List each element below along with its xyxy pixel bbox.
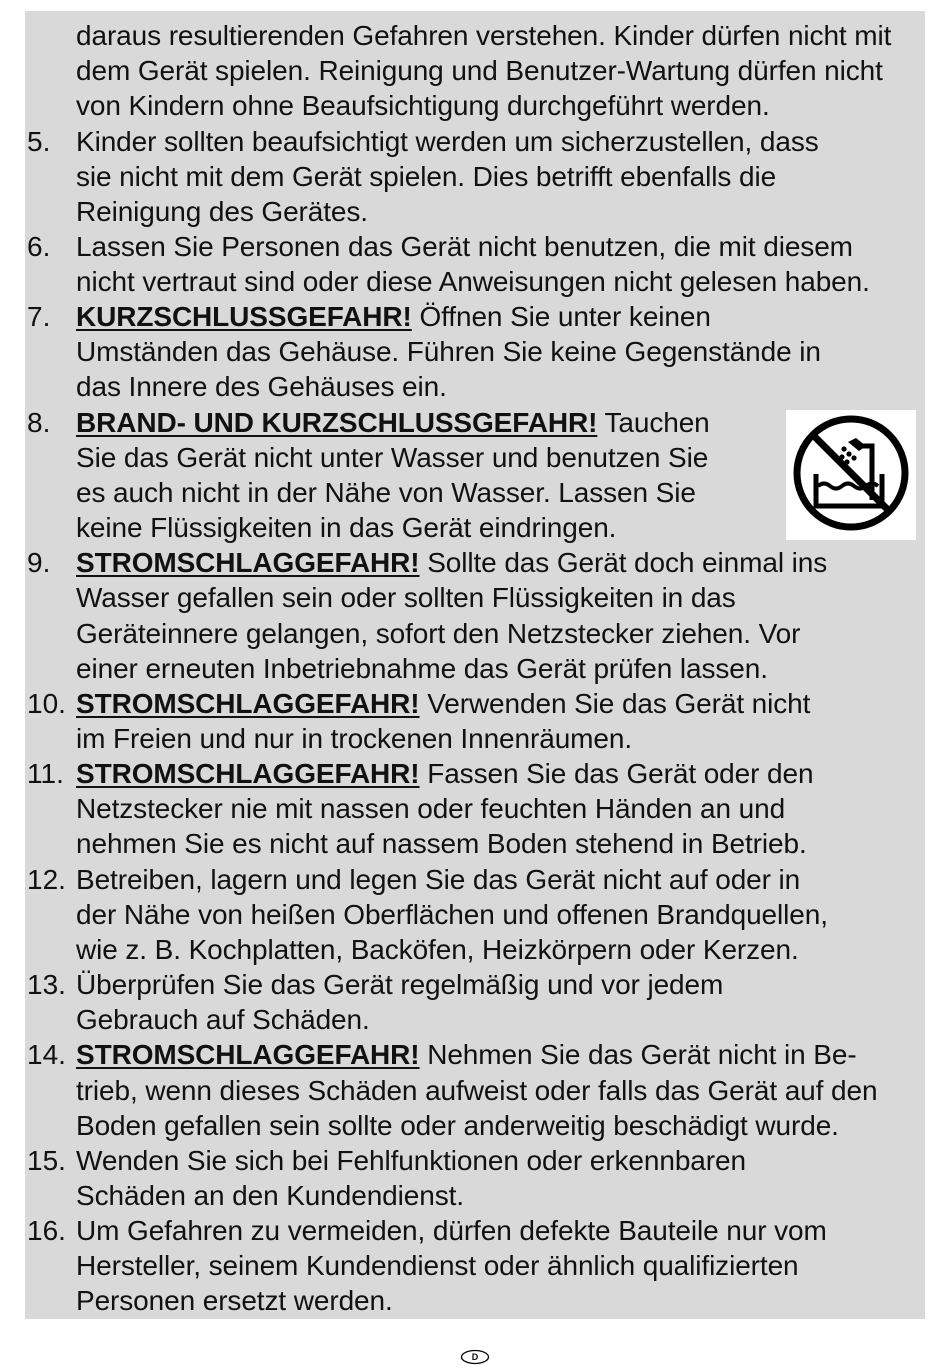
item-text-line: Gebrauch auf Schäden. — [76, 1004, 370, 1035]
warning-label: STROMSCHLAGGEFAHR! — [76, 547, 420, 578]
item-number: 14. — [27, 1039, 66, 1070]
item-first-line — [76, 756, 813, 791]
item-text: Tauchen — [597, 407, 710, 438]
item-first-line — [76, 405, 710, 440]
item-first-line — [76, 545, 827, 580]
warning-label: STROMSCHLAGGEFAHR! — [76, 758, 420, 789]
item-text: Fassen Sie das Gerät oder den — [419, 758, 814, 789]
item-text-line: Lassen Sie Personen das Gerät nicht benutzen, die mit diesem — [76, 231, 853, 262]
item-text-line: Wasser gefallen sein oder sollten Flüssigkeiten in das — [76, 582, 736, 613]
item-number: 10. — [27, 688, 66, 719]
item-text-line: Kinder sollten beaufsichtigt werden um sicherzustellen, dass — [76, 126, 819, 157]
page-country-mark — [460, 1349, 490, 1365]
item-text-line: Geräteinnere gelangen, sofort den Netzstecker ziehen. Vor — [76, 618, 801, 649]
continued-text-line: von Kindern ohne Beaufsichtigung durchgeführt werden. — [76, 90, 770, 121]
item-text-line: es auch nicht in der Nähe von Wasser. Lassen Sie — [76, 477, 696, 508]
item-number: 11. — [27, 758, 64, 789]
item-text-line: Schäden an den Kundendienst. — [76, 1180, 464, 1211]
item-text-line: im Freien und nur in trockenen Innenräumen. — [76, 723, 633, 754]
item-text-line: Netzstecker nie mit nassen oder feuchten Händen an und — [76, 793, 786, 824]
warning-label: STROMSCHLAGGEFAHR! — [76, 688, 420, 719]
item-text-line: Betreiben, lagern und legen Sie das Gerät nicht auf oder in — [76, 864, 801, 895]
item-text-line: Wenden Sie sich bei Fehlfunktionen oder erkennbaren — [76, 1145, 746, 1176]
item-text-line: Reinigung des Gerätes. — [76, 196, 368, 227]
item-number: 6. — [27, 231, 51, 262]
item-first-line — [76, 299, 711, 334]
item-text-line: der Nähe von heißen Oberflächen und offenen Brandquellen, — [76, 899, 828, 930]
item-text: Verwenden Sie das Gerät nicht — [419, 688, 811, 719]
item-text-line: sie nicht mit dem Gerät spielen. Dies betrifft ebenfalls die — [76, 161, 777, 192]
item-number: 16. — [27, 1215, 66, 1246]
item-text-line: Umständen das Gehäuse. Führen Sie keine Gegenstände in — [76, 336, 821, 367]
item-text: Öffnen Sie unter keinen — [411, 301, 711, 332]
item-number: 7. — [27, 301, 51, 332]
warning-label: BRAND- UND KURZSCHLUSSGEFAHR! — [76, 407, 598, 438]
page-country-code: D — [471, 1352, 479, 1362]
continued-text-line: daraus resultierenden Gefahren verstehen. Kinder dürfen nicht mit — [76, 20, 892, 51]
item-text-line: Sie das Gerät nicht unter Wasser und benutzen Sie — [76, 442, 709, 473]
item-number: 5. — [27, 126, 51, 157]
item-text-line: Boden gefallen sein sollte oder anderweitig beschädigt wurde. — [76, 1110, 839, 1141]
item-text-line: das Innere des Gehäuses ein. — [76, 371, 447, 402]
warning-label: STROMSCHLAGGEFAHR! — [76, 1039, 420, 1070]
item-number: 15. — [27, 1145, 66, 1176]
item-number: 12. — [27, 864, 66, 895]
item-text-line: Überprüfen Sie das Gerät regelmäßig und vor jedem — [76, 969, 724, 1000]
item-number: 9. — [27, 547, 51, 578]
item-number: 8. — [27, 407, 51, 438]
item-text-line: nicht vertraut sind oder diese Anweisungen nicht gelesen haben. — [76, 266, 870, 297]
item-first-line — [76, 686, 810, 721]
item-first-line — [76, 1037, 857, 1072]
item-text-line: einer erneuten Inbetriebnahme das Gerät prüfen lassen. — [76, 653, 768, 684]
item-text-line: trieb, wenn dieses Schäden aufweist oder falls das Gerät auf den — [76, 1075, 878, 1106]
warning-label: KURZSCHLUSSGEFAHR! — [76, 301, 412, 332]
item-text-line: keine Flüssigkeiten in das Gerät eindringen. — [76, 512, 617, 543]
item-text-line: Personen ersetzt werden. — [76, 1285, 393, 1316]
item-number: 13. — [27, 969, 66, 1000]
item-text-line: nehmen Sie es nicht auf nassem Boden stehend in Betrieb. — [76, 828, 807, 859]
item-text-line: Um Gefahren zu vermeiden, dürfen defekte Bauteile nur vom — [76, 1215, 827, 1246]
item-text: Sollte das Gerät doch einmal ins — [419, 547, 828, 578]
no-water-immersion-icon — [786, 410, 916, 540]
continued-text-line: dem Gerät spielen. Reinigung und Benutzer-Wartung dürfen nicht — [76, 55, 883, 86]
item-text: Nehmen Sie das Gerät nicht in Be- — [419, 1039, 857, 1070]
item-text-line: wie z. B. Kochplatten, Backöfen, Heizkörpern oder Kerzen. — [76, 934, 799, 965]
item-text-line: Hersteller, seinem Kundendienst oder ähnlich qualifizierten — [76, 1250, 799, 1281]
